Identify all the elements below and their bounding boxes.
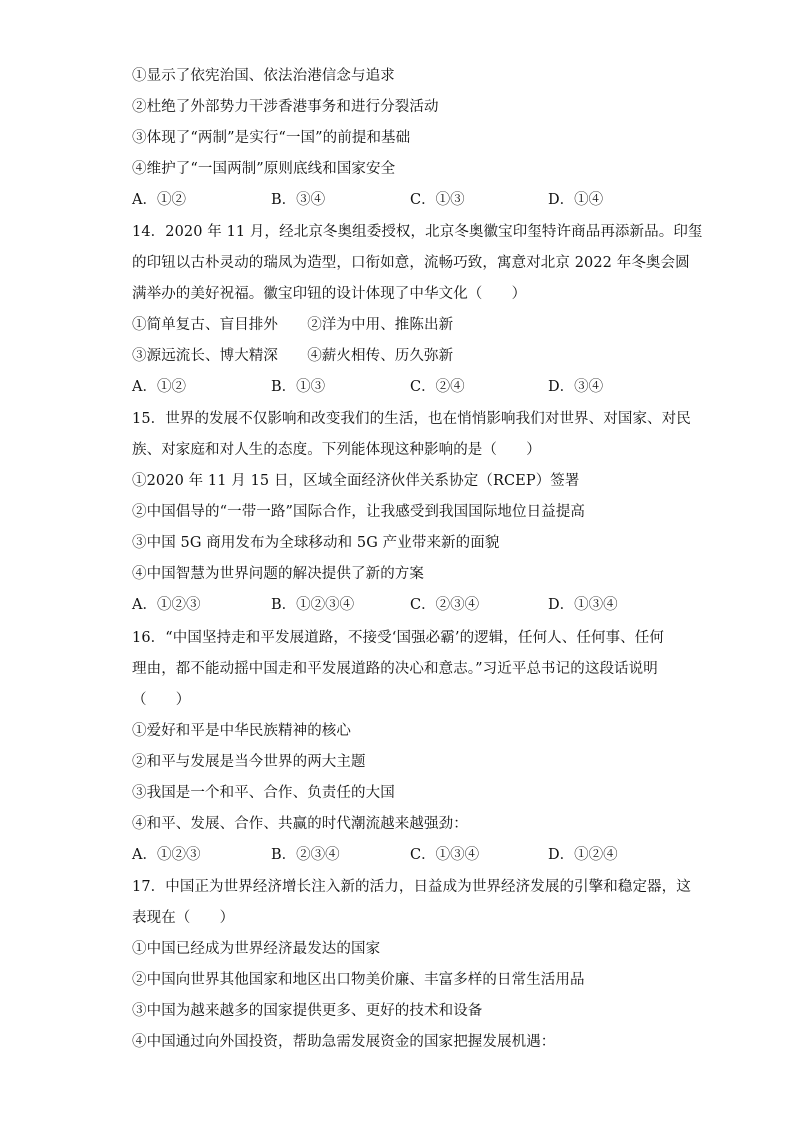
q16-choice-d: D．①②④	[548, 847, 618, 863]
q14-stem-line-2: 的印钮以古朴灵动的瑞凤为造型，口衔如意，流畅巧致，寓意对北京 2022 年冬奥会圆	[132, 255, 690, 271]
q13-choice-c: C．①③	[410, 192, 465, 208]
q17-option-4: ④中国通过向外国投资，帮助急需发展资金的国家把握发展机遇：	[132, 1034, 556, 1050]
q14-choices	[132, 377, 672, 397]
q15-choice-a: A．①②③	[132, 597, 201, 613]
q14-choice-d: D．③④	[548, 379, 604, 395]
q17-option-1: ①中国已经成为世界经济最发达的国家	[132, 941, 381, 957]
q14-choice-b: B．①③	[271, 379, 326, 395]
q17-option-2: ②中国向世界其他国家和地区出口物美价廉、丰富多样的日常生活用品	[132, 972, 585, 988]
q14-choice-c: C．②④	[410, 379, 465, 395]
q16-choices	[132, 845, 672, 865]
q16-option-3: ③我国是一个和平、合作、负责任的大国	[132, 785, 395, 801]
q13-choice-b: B．③④	[271, 192, 326, 208]
q15-option-3: ③中国 5G 商用发布为全球移动和 5G 产业带来新的面貌	[132, 535, 500, 551]
q15-choice-d: D．①③④	[548, 597, 618, 613]
q13-option-4: ④维护了“一国两制”原则底线和国家安全	[132, 161, 396, 177]
q14-stem-line-3: 满举办的美好祝福。徽宝印钮的设计体现了中华文化（ ）	[132, 286, 527, 302]
q14-option-row-2: ③源远流长、博大精深 ④薪火相传、历久弥新	[132, 348, 454, 364]
q15-option-4: ④中国智慧为世界问题的解决提供了新的方案	[132, 566, 424, 582]
q13-choice-d: D．①④	[548, 192, 604, 208]
q16-option-1: ①爱好和平是中华民族精神的核心	[132, 723, 351, 739]
q16-choice-b: B．②③④	[271, 847, 340, 863]
q15-choices	[132, 595, 672, 615]
q17-option-3: ③中国为越来越多的国家提供更多、更好的技术和设备	[132, 1003, 483, 1019]
q16-option-4: ④和平、发展、合作、共赢的时代潮流越来越强劲：	[132, 816, 468, 832]
q17-stem-line-2: 表现在（ ）	[132, 910, 235, 926]
q16-stem-line-1: 16．“中国坚持走和平发展道路，不接受‘国强必霸’的逻辑，任何人、任何事、任何	[132, 630, 664, 646]
q13-option-2: ②杜绝了外部势力干涉香港事务和进行分裂活动	[132, 99, 439, 115]
q16-stem-line-3: （ ）	[132, 692, 191, 708]
q16-stem-line-2: 理由，都不能动摇中国走和平发展道路的决心和意志。”习近平总书记的这段话说明	[132, 661, 658, 677]
q16-option-2: ②和平与发展是当今世界的两大主题	[132, 754, 366, 770]
q13-option-1: ①显示了依宪治国、依法治港信念与追求	[132, 68, 395, 84]
q17-stem-line-1: 17．中国正为世界经济增长注入新的活力，日益成为世界经济发展的引擎和稳定器，这	[132, 879, 691, 895]
q15-option-1: ①2020 年 11 月 15 日，区域全面经济伙伴关系协定（RCEP）签署	[132, 473, 580, 489]
q14-choice-a: A．①②	[132, 379, 186, 395]
q15-choice-c: C．②③④	[410, 597, 480, 613]
q15-choice-b: B．①②③④	[271, 597, 355, 613]
q15-stem-line-2: 族、对家庭和对人生的态度。下列能体现这种影响的是（ ）	[132, 442, 541, 458]
q15-stem-line-1: 15．世界的发展不仅影响和改变我们的生活，也在悄悄影响我们对世界、对国家、对民	[132, 411, 691, 427]
q13-option-3: ③体现了“两制”是实行“一国”的前提和基础	[132, 130, 411, 146]
q15-option-2: ②中国倡导的“一带一路”国际合作，让我感受到我国国际地位日益提高	[132, 504, 586, 520]
q14-stem-line-1: 14．2020 年 11 月，经北京冬奥组委授权，北京冬奥徽宝印玺特许商品再添新品。印玺	[132, 224, 703, 240]
q13-choices	[132, 190, 672, 210]
q14-option-row-1: ①简单复古、盲目排外 ②洋为中用、推陈出新	[132, 317, 454, 333]
q16-choice-c: C．①③④	[410, 847, 480, 863]
q13-choice-a: A．①②	[132, 192, 186, 208]
q16-choice-a: A．①②③	[132, 847, 201, 863]
